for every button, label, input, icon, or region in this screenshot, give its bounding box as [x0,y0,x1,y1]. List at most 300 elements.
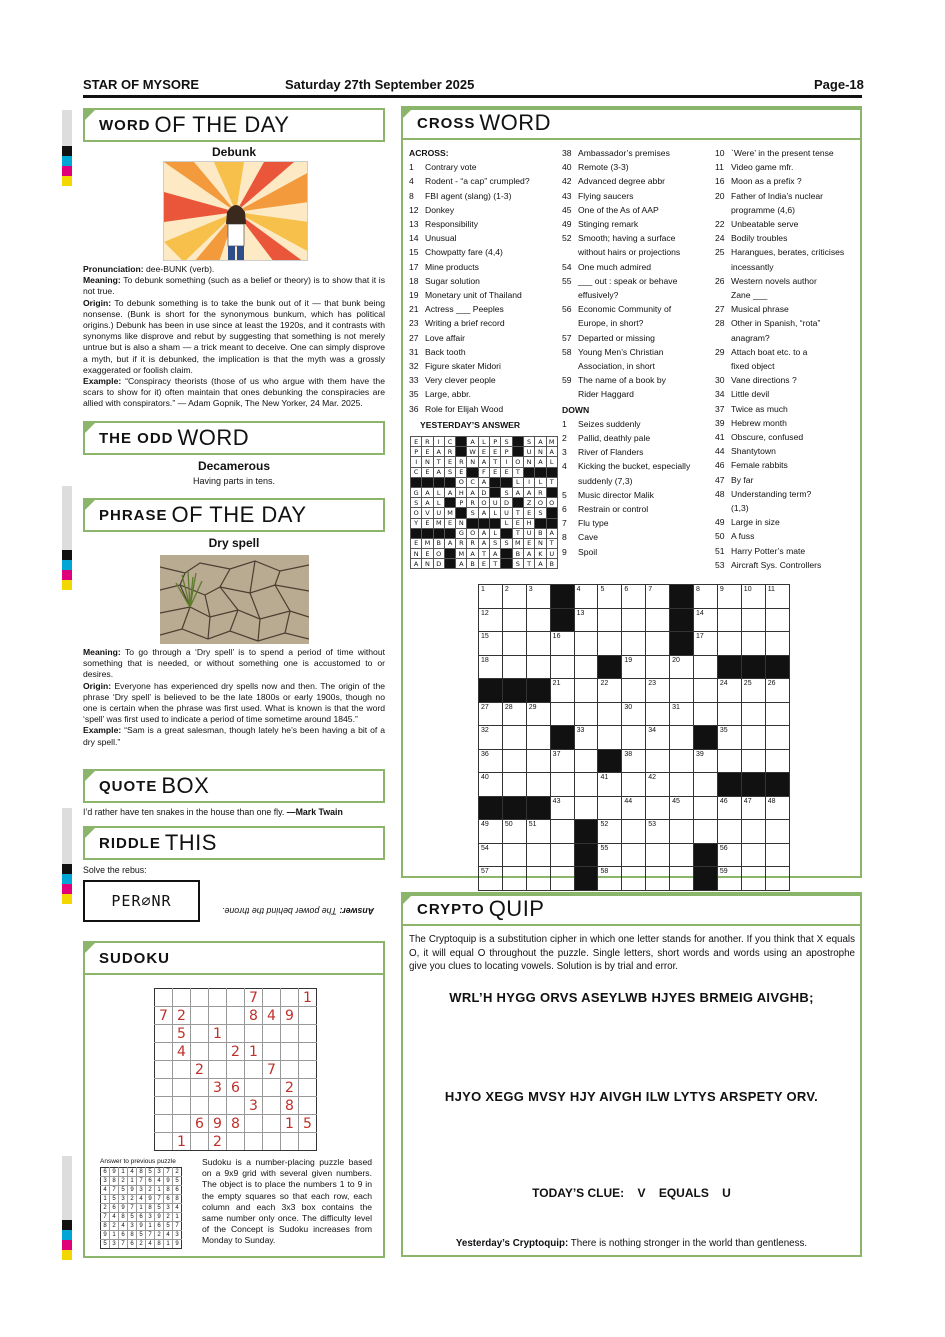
crossword-cell[interactable] [741,773,765,797]
crossword-cell[interactable] [670,585,694,609]
sudoku-cell[interactable] [263,989,281,1007]
sudoku-cell[interactable]: 3 [209,1079,227,1097]
word-headword: Debunk [211,145,256,159]
sudoku-cell[interactable] [281,1133,299,1151]
sudoku-cell[interactable] [227,1133,245,1151]
prev-sudoku-cell: 9 [137,1222,146,1231]
crossword-cell[interactable] [741,749,765,773]
clue-item: 25 Harangues, berates, criticises [715,247,845,258]
crossword-cell[interactable] [479,796,503,820]
crossword-cell[interactable] [765,749,789,773]
yesterday-cell: B [535,528,546,538]
crossword-cell[interactable] [646,843,670,867]
sudoku-cell[interactable]: 4 [173,1043,191,1061]
crossword-cell[interactable] [670,773,694,797]
crossword-cell[interactable] [622,632,646,656]
crossword-cell[interactable] [526,773,550,797]
crossword-cell[interactable] [574,702,598,726]
crossword-cell[interactable] [502,796,526,820]
yesterday-cell: R [467,498,478,508]
crossword-cell[interactable] [765,867,789,891]
clue-item: Rider Haggard [578,389,634,400]
sudoku-cell[interactable] [173,1097,191,1115]
riddle-prompt: Solve the rebus: [83,865,147,875]
sudoku-cell[interactable] [299,1061,317,1079]
crossword-cell[interactable] [526,632,550,656]
crossword-cell[interactable] [550,702,574,726]
sudoku-cell[interactable]: 1 [299,989,317,1007]
crossword-cell[interactable] [765,843,789,867]
sudoku-cell[interactable] [299,1079,317,1097]
crossword-cell[interactable] [622,608,646,632]
sudoku-cell[interactable] [227,1025,245,1043]
prev-sudoku-cell: 4 [119,1222,128,1231]
crossword-cell[interactable] [741,608,765,632]
crossword-cell[interactable]: 47 [741,796,765,820]
yesterday-cell [433,477,444,487]
sudoku-cell[interactable] [227,1007,245,1025]
crossword-cell[interactable]: 9 [717,585,741,609]
paper-name: STAR OF MYSORE [83,77,200,92]
sudoku-cell[interactable] [209,1043,227,1061]
sudoku-cell[interactable]: 4 [263,1007,281,1025]
prev-sudoku-cell: 9 [173,1240,182,1249]
crossword-cell[interactable]: 4 [574,585,598,609]
crossword-cell[interactable] [598,655,622,679]
crossword-cell[interactable]: 3 [526,585,550,609]
crossword-cell[interactable] [741,702,765,726]
crossword-cell[interactable] [765,726,789,750]
crossword-cell[interactable] [670,726,694,750]
crossword-cell[interactable] [502,773,526,797]
yesterday-cell [467,518,478,528]
sudoku-cell[interactable] [191,989,209,1007]
crossword-cell[interactable]: 59 [717,867,741,891]
crossword-cell[interactable] [670,632,694,656]
sudoku-cell[interactable]: 7 [245,989,263,1007]
crossword-cell[interactable] [670,843,694,867]
crossword-cell[interactable]: 22 [598,679,622,703]
crossword-cell[interactable] [574,843,598,867]
crossword-cell[interactable] [526,843,550,867]
crossword-cell[interactable] [646,749,670,773]
clue-item: 8 Cave [562,532,599,543]
crossword-cell[interactable] [574,773,598,797]
crossword-cell[interactable] [622,726,646,750]
sudoku-cell[interactable] [263,1025,281,1043]
sudoku-cell[interactable] [155,1025,173,1043]
color-marks [62,110,72,186]
sudoku-cell[interactable] [191,1079,209,1097]
crossword-cell[interactable] [502,749,526,773]
clue-item: programme (4,6) [731,204,795,215]
crossword-cell[interactable] [550,867,574,891]
yesterday-cell: O [478,498,489,508]
crossword-cell[interactable] [765,702,789,726]
crossword-cell[interactable] [694,867,718,891]
crossword-cell[interactable] [741,632,765,656]
crossword-cell[interactable]: 27 [479,702,503,726]
sudoku-cell[interactable]: 1 [245,1043,263,1061]
crossword-cell[interactable] [694,679,718,703]
crossword-cell[interactable] [646,702,670,726]
crossword-cell[interactable] [574,679,598,703]
clue-item: 50 A fuss [715,531,755,542]
crossword-cell[interactable] [502,726,526,750]
crossword-cell[interactable] [646,796,670,820]
crossword-cell[interactable] [741,843,765,867]
crossword-cell[interactable]: 50 [502,820,526,844]
yesterday-cell: B [433,538,444,548]
crossword-cell[interactable] [550,773,574,797]
prev-sudoku-cell: 1 [155,1186,164,1195]
clue-item: without hairs or projections [578,247,681,258]
crossword-cell[interactable] [694,843,718,867]
crossword-cell[interactable] [574,867,598,891]
sudoku-cell[interactable] [263,1133,281,1151]
crossword-cell[interactable]: 58 [598,867,622,891]
sudoku-cell[interactable]: 2 [173,1007,191,1025]
crossword-cell[interactable] [574,632,598,656]
yesterday-cell: T [433,457,444,467]
crossword-cell[interactable] [717,773,741,797]
crossword-cell[interactable] [670,608,694,632]
crossword-cell[interactable] [598,702,622,726]
crossword-cell[interactable]: 18 [479,655,503,679]
crossword-cell[interactable] [741,726,765,750]
sudoku-cell[interactable]: 8 [227,1115,245,1133]
prev-sudoku-cell: 7 [146,1231,155,1240]
crossword-cell[interactable]: 43 [550,796,574,820]
crossword-cell[interactable] [694,820,718,844]
sudoku-cell[interactable]: 8 [281,1097,299,1115]
prev-sudoku-cell: 3 [155,1168,164,1177]
crossword-cell[interactable] [717,632,741,656]
crossword-cell[interactable] [526,796,550,820]
crossword-cell[interactable] [598,726,622,750]
crossword-cell[interactable]: 14 [694,608,718,632]
crossword-cell[interactable] [574,820,598,844]
crossword-cell[interactable]: 37 [550,749,574,773]
crossword-cell[interactable]: 10 [741,585,765,609]
crossword-cell[interactable] [502,843,526,867]
crossword-cell[interactable]: 19 [622,655,646,679]
crossword-cell[interactable] [526,726,550,750]
crossword-cell[interactable]: 57 [479,867,503,891]
crossword-cell[interactable] [694,702,718,726]
crossword-cell[interactable]: 5 [598,585,622,609]
sudoku-cell[interactable] [155,989,173,1007]
sudoku-cell[interactable] [155,1115,173,1133]
sudoku-cell[interactable] [191,1025,209,1043]
crossword-cell[interactable]: 51 [526,820,550,844]
crossword-cell[interactable]: 33 [574,726,598,750]
yesterday-cell [422,477,433,487]
sudoku-cell[interactable] [299,1133,317,1151]
crossword-cell[interactable]: 26 [765,679,789,703]
crossword-cell[interactable]: 48 [765,796,789,820]
sudoku-cell[interactable]: 7 [263,1061,281,1079]
crossword-cell[interactable] [479,679,503,703]
crossword-cell[interactable]: 20 [670,655,694,679]
crossword-cell[interactable]: 31 [670,702,694,726]
crossword-cell[interactable] [646,655,670,679]
crossword-cell[interactable]: 53 [646,820,670,844]
sudoku-cell[interactable] [155,1061,173,1079]
crossword-cell[interactable] [550,608,574,632]
sudoku-cell[interactable] [155,1043,173,1061]
sudoku-cell[interactable]: 8 [245,1007,263,1025]
crossword-cell[interactable]: 49 [479,820,503,844]
crossword-cell[interactable] [526,679,550,703]
across-clues-2: 38 Ambassador’s premises 40 Remote (3-3) 42 Advanced degree abbr 43 Flying saucers 45 One of the As of AAP 49 Stinging remark 52 Smooth; having a surface without hairs or projections 54 One much admired 55 ___ out : speak or behave effusively? 56 Economic Community of Europe, in short? 57 Departed or missing 58 Young Men’s Christian Association, in short 59 The name of a book by Rider Haggard DOWN 1 Seizes suddenly 2 Pallid, deathly pale 3 River of Flanders 4 Kicking the bucket, especially suddenly (7,3) 5 Music director Malik 6 Restrain or control 7 Flu type 8 Cave 9 Spoil [562,146,712,559]
sudoku-cell[interactable]: 1 [209,1025,227,1043]
sudoku-cell[interactable] [191,1007,209,1025]
crossword-cell[interactable]: 21 [550,679,574,703]
prev-sudoku-cell: 9 [128,1186,137,1195]
crossword-cell[interactable]: 8 [694,585,718,609]
sudoku-cell[interactable] [263,1115,281,1133]
crossword-cell[interactable] [717,608,741,632]
sudoku-cell[interactable] [209,1007,227,1025]
sudoku-cell[interactable] [191,1043,209,1061]
crossword-cell[interactable]: 32 [479,726,503,750]
crossword-cell[interactable] [502,632,526,656]
crossword-cell[interactable] [574,655,598,679]
crossword-cell[interactable]: 38 [622,749,646,773]
crossword-cell[interactable]: 46 [717,796,741,820]
sudoku-cell[interactable] [299,1097,317,1115]
crossword-cell[interactable] [598,796,622,820]
sudoku-cell[interactable] [209,1097,227,1115]
crossword-cell[interactable]: 13 [574,608,598,632]
sudoku-cell[interactable] [227,1061,245,1079]
crossword-cell[interactable] [765,773,789,797]
yesterday-cell: T [512,467,523,477]
yesterday-cell: T [546,538,557,548]
crossword-cell[interactable] [574,796,598,820]
crossword-cell[interactable] [741,655,765,679]
sudoku-cell[interactable] [245,1133,263,1151]
sudoku-cell[interactable]: 1 [173,1133,191,1151]
crossword-cell[interactable] [670,749,694,773]
crossword-cell[interactable]: 42 [646,773,670,797]
crossword-cell[interactable]: 12 [479,608,503,632]
crossword-cell[interactable] [574,749,598,773]
yesterday-cell: A [467,487,478,497]
sudoku-cell[interactable]: 9 [209,1115,227,1133]
clue-item: incessantly [731,261,774,272]
crossword-cell[interactable] [502,608,526,632]
crossword-cell[interactable] [550,655,574,679]
crossword-cell[interactable] [741,820,765,844]
crossword-cell[interactable]: 35 [717,726,741,750]
crossword-cell[interactable] [694,726,718,750]
crossword-cell[interactable]: 45 [670,796,694,820]
crossword-cell[interactable]: 29 [526,702,550,726]
sudoku-cell[interactable] [299,1007,317,1025]
sudoku-cell[interactable]: 2 [281,1079,299,1097]
across-clues-1: ACROSS: 1 Contrary vote 4 Rodent - “a cap” crumpled? 8 FBI agent (slang) (1-3) 12 Donkey 13 Responsibility 14 Unusual 15 Chowpatty fare (4,4) 17 Mine products 18 Sugar solution 19 Monetary unit of Thailand 21 Actress ___ Peeples 23 Writing a brief record 27 Love affair 31 Back tooth 32 Figure skater Midori 33 Very clever people 35 Large, abbr. 36 Role for Elijah Wood [409,146,559,416]
crossword-cell[interactable] [526,749,550,773]
crossword-cell[interactable] [646,867,670,891]
crossword-cell[interactable] [765,608,789,632]
sudoku-cell[interactable] [281,1043,299,1061]
crossword-cell[interactable]: 23 [646,679,670,703]
crossword-cell[interactable]: 56 [717,843,741,867]
crossword-cell[interactable] [694,655,718,679]
sudoku-cell[interactable] [173,1079,191,1097]
crossword-cell[interactable] [717,820,741,844]
sudoku-cell[interactable] [245,1079,263,1097]
sudoku-cell[interactable]: 3 [245,1097,263,1115]
yesterday-cell: E [523,508,534,518]
crossword-cell[interactable] [598,632,622,656]
yesterday-cell: A [512,487,523,497]
crossword-cell[interactable] [717,749,741,773]
yesterday-cell [444,498,455,508]
crossword-cell[interactable] [670,867,694,891]
crossword-cell[interactable] [765,632,789,656]
crossword-cell[interactable] [670,820,694,844]
crossword-cell[interactable] [765,820,789,844]
crossword-cell[interactable] [717,702,741,726]
sudoku-cell[interactable] [209,1061,227,1079]
sudoku-grid[interactable] [154,988,317,1151]
clue-item: 29 Attach boat etc. to a [715,346,808,357]
sudoku-cell[interactable] [155,1097,173,1115]
crossword-cell[interactable]: 44 [622,796,646,820]
yesterday-cell: S [501,437,512,447]
crossword-cell[interactable] [598,749,622,773]
crossword-cell[interactable]: 24 [717,679,741,703]
crossword-cell[interactable] [694,773,718,797]
crossword-cell[interactable] [526,655,550,679]
sudoku-cell[interactable] [263,1079,281,1097]
crossword-cell[interactable] [526,608,550,632]
crossword-cell[interactable]: 39 [694,749,718,773]
sudoku-cell[interactable] [299,1025,317,1043]
sudoku-cell[interactable]: 7 [155,1007,173,1025]
sudoku-cell[interactable] [191,1097,209,1115]
sudoku-cell[interactable]: 2 [191,1061,209,1079]
clue-item: suddenly (7,3) [578,475,633,486]
crossword-cell[interactable] [741,867,765,891]
yesterday-cell: E [456,467,467,477]
sudoku-cell[interactable] [227,1097,245,1115]
crossword-cell[interactable]: 11 [765,585,789,609]
crossword-cell[interactable]: 54 [479,843,503,867]
crossword-grid[interactable] [478,584,790,891]
crossword-cell[interactable] [622,867,646,891]
sudoku-cell[interactable]: 9 [281,1007,299,1025]
yesterday-cell: A [433,467,444,477]
crossword-cell[interactable]: 40 [479,773,503,797]
clue-item: 22 Unbeatable serve [715,219,799,230]
crossword-cell[interactable]: 2 [502,585,526,609]
crossword-cell[interactable]: 6 [622,585,646,609]
sudoku-cell[interactable] [281,1061,299,1079]
crossword-cell[interactable] [622,773,646,797]
crossword-cell[interactable]: 7 [646,585,670,609]
crossword-cell[interactable] [550,726,574,750]
crossword-cell[interactable]: 41 [598,773,622,797]
crossword-cell[interactable] [765,655,789,679]
sudoku-cell[interactable] [245,1115,263,1133]
crossword-cell[interactable]: 17 [694,632,718,656]
crossword-cell[interactable] [670,679,694,703]
crossword-cell[interactable] [622,843,646,867]
crossword-cell[interactable]: 25 [741,679,765,703]
yesterday-cell: O [467,528,478,538]
sudoku-cell[interactable] [281,989,299,1007]
crossword-cell[interactable] [550,585,574,609]
sudoku-cell[interactable]: 2 [209,1133,227,1151]
crossword-cell[interactable]: 36 [479,749,503,773]
yesterday-cell [512,498,523,508]
sudoku-cell[interactable] [263,1043,281,1061]
crossword-cell[interactable] [502,679,526,703]
crossword-cell[interactable] [598,608,622,632]
sudoku-cell[interactable] [209,989,227,1007]
color-marks [62,1156,72,1260]
crossword-cell[interactable] [694,796,718,820]
sudoku-cell[interactable]: 6 [191,1115,209,1133]
sudoku-cell[interactable] [245,1061,263,1079]
sudoku-cell[interactable] [155,1133,173,1151]
sudoku-cell[interactable] [281,1025,299,1043]
sudoku-cell[interactable]: 1 [281,1115,299,1133]
crossword-cell[interactable]: 55 [598,843,622,867]
crossword-cell[interactable] [502,867,526,891]
yesterday-cell: L [535,477,546,487]
crossword-cell[interactable] [550,843,574,867]
sudoku-cell[interactable]: 6 [227,1079,245,1097]
crossword-cell[interactable] [550,820,574,844]
sudoku-cell[interactable] [245,1025,263,1043]
clue-item: 11 Video game mfr. [715,162,794,173]
crossword-cell[interactable]: 30 [622,702,646,726]
crossword-cell[interactable] [622,820,646,844]
sudoku-cell[interactable] [191,1133,209,1151]
crossword-cell[interactable]: 28 [502,702,526,726]
sudoku-cell[interactable]: 5 [173,1025,191,1043]
sudoku-cell[interactable] [227,989,245,1007]
sudoku-cell[interactable] [155,1079,173,1097]
crossword-cell[interactable]: 34 [646,726,670,750]
crossword-cell[interactable] [646,632,670,656]
crossword-cell[interactable] [526,867,550,891]
yesterday-cell [546,467,557,477]
sudoku-cell[interactable]: 2 [227,1043,245,1061]
sudoku-cell[interactable] [299,1043,317,1061]
crossword-cell[interactable] [622,679,646,703]
sudoku-cell[interactable] [173,989,191,1007]
yesterday-cell: E [501,467,512,477]
crossword-cell[interactable] [502,655,526,679]
sudoku-cell[interactable] [263,1097,281,1115]
crossword-cell[interactable]: 16 [550,632,574,656]
crossword-cell[interactable]: 52 [598,820,622,844]
rebus-box [83,880,200,922]
sudoku-cell[interactable] [173,1115,191,1133]
crossword-cell[interactable] [646,608,670,632]
sudoku-cell[interactable]: 5 [299,1115,317,1133]
crossword-cell[interactable] [717,655,741,679]
sudoku-cell[interactable] [173,1061,191,1079]
crossword-cell[interactable]: 1 [479,585,503,609]
crossword-cell[interactable]: 15 [479,632,503,656]
